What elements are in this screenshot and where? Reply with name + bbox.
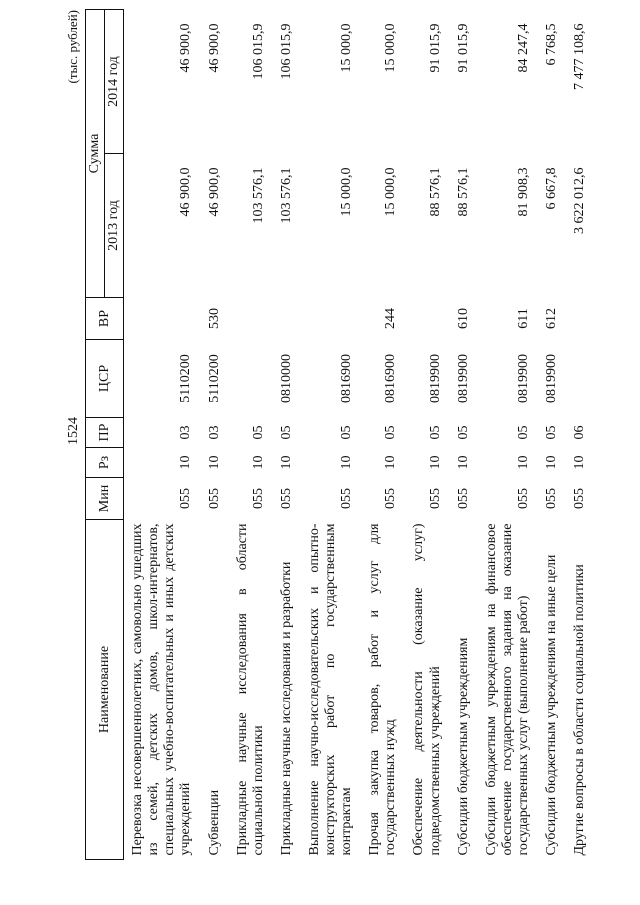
cell-2013: 46 900,0: [178, 167, 194, 217]
cell-name: Субсидии бюджетным учреждениям: [455, 637, 471, 856]
cell-rz: 10: [455, 455, 471, 470]
cell-vr: [405, 298, 449, 340]
cell-2014: 15 000,0: [339, 23, 355, 73]
cell-csr: 0819900: [455, 354, 471, 403]
cell-2013: 3 622 012,6: [572, 167, 588, 234]
cell-rz: 10: [250, 455, 266, 470]
cell-name: Обеспечение деятельности (оказание услуг) подведомственных учреждений: [411, 523, 443, 856]
table-row: [566, 10, 594, 860]
cell-min: 055: [250, 488, 266, 509]
cell-pr: 05: [278, 425, 294, 440]
cell-vr: [301, 298, 361, 340]
cell-min: 055: [455, 488, 471, 509]
cell-min: 055: [278, 488, 294, 509]
table-row: [478, 10, 538, 860]
cell-pr: 05: [515, 425, 531, 440]
cell-min: 055: [572, 488, 588, 509]
cell-2014: 6 768,5: [543, 23, 559, 66]
header-csr: ЦСР: [86, 340, 124, 418]
cell-name: Субвенции: [206, 789, 222, 856]
table-row: [538, 10, 566, 860]
cell-2013: 88 576,1: [427, 167, 443, 217]
cell-vr: 530: [206, 308, 222, 329]
units-label: (тыс. рублей): [65, 10, 80, 84]
cell-pr: 03: [178, 425, 194, 440]
cell-2014: 7 477 108,6: [572, 23, 588, 90]
table-row: [201, 10, 229, 860]
cell-csr: 5110200: [178, 354, 194, 403]
cell-2013: 81 908,3: [515, 167, 531, 217]
cell-rz: 10: [383, 455, 399, 470]
cell-vr: [566, 298, 594, 340]
cell-csr: 0816900: [339, 354, 355, 403]
table-row: [273, 10, 301, 860]
cell-csr: 0819900: [427, 354, 443, 403]
cell-name: Прикладные научные исследования и разработки: [278, 561, 294, 856]
cell-csr: [229, 340, 273, 418]
cell-csr: 5110200: [206, 354, 222, 403]
table-row: [124, 10, 201, 860]
cell-2013: 88 576,1: [455, 167, 471, 217]
cell-2013: 6 667,8: [543, 167, 559, 210]
cell-vr: [229, 298, 273, 340]
header-2014: 2014 год: [105, 10, 124, 154]
cell-vr: 244: [383, 308, 399, 329]
cell-min: 055: [543, 488, 559, 509]
cell-pr: 05: [543, 425, 559, 440]
header-2013: 2013 год: [105, 154, 124, 298]
header-pr: ПР: [86, 418, 124, 448]
cell-2014: 84 247,4: [515, 23, 531, 73]
table-row: [301, 10, 361, 860]
cell-name: Другие вопросы в области социальной политики: [572, 564, 588, 856]
cell-rz: 10: [427, 455, 443, 470]
cell-pr: 05: [427, 425, 443, 440]
header-sum: Сумма: [86, 10, 105, 298]
cell-vr: 610: [455, 308, 471, 329]
table-row: [405, 10, 449, 860]
cell-vr: [273, 298, 301, 340]
cell-2014: 46 900,0: [206, 23, 222, 73]
cell-csr: 0810000: [278, 354, 294, 403]
header-vr: ВР: [86, 298, 124, 340]
cell-vr: [124, 298, 201, 340]
header-rz: Рз: [86, 448, 124, 478]
cell-min: 055: [515, 488, 531, 509]
cell-rz: 10: [339, 455, 355, 470]
cell-2014: 106 015,9: [250, 23, 266, 80]
cell-name: Перевозка несовершеннолетних, самовольно ушедших из семей, детских домов, школ-интернатов, специальных учебно-воспитательных и иных детских учреждений: [130, 523, 194, 856]
page-number: 1524: [66, 417, 81, 445]
header-name: Наименование: [86, 520, 124, 860]
cell-pr: 05: [250, 425, 266, 440]
cell-pr: 05: [339, 425, 355, 440]
cell-rz: 10: [206, 455, 222, 470]
cell-min: 055: [206, 488, 222, 509]
cell-name: Выполнение научно-исследовательских и опытно-конструкторских работ по государственным контрактам: [306, 523, 355, 856]
cell-2013: 103 576,1: [250, 167, 266, 224]
cell-name: Субсидии бюджетным учреждениям на иные цели: [543, 554, 559, 856]
cell-pr: 03: [206, 425, 222, 440]
cell-2014: 46 900,0: [178, 23, 194, 73]
cell-csr: [566, 340, 594, 418]
cell-pr: 06: [572, 425, 588, 440]
rotated-page: [65, 10, 625, 860]
cell-csr: 0816900: [383, 354, 399, 403]
cell-2013: 15 000,0: [339, 167, 355, 217]
cell-2013: 46 900,0: [206, 167, 222, 217]
table-body: [124, 10, 594, 860]
cell-rz: 10: [278, 455, 294, 470]
cell-2013: 15 000,0: [383, 167, 399, 217]
cell-min: 055: [427, 488, 443, 509]
cell-pr: 05: [383, 425, 399, 440]
table-row: [450, 10, 478, 860]
budget-table: [85, 9, 594, 860]
cell-min: 055: [178, 488, 194, 509]
cell-rz: 10: [543, 455, 559, 470]
cell-vr: 611: [515, 308, 531, 329]
cell-2014: 106 015,9: [278, 23, 294, 80]
cell-csr: 0819900: [543, 354, 559, 403]
table-row: [361, 10, 405, 860]
cell-min: 055: [339, 488, 355, 509]
cell-rz: 10: [515, 455, 531, 470]
cell-name: Прочая закупка товаров, работ и услуг для государственных нужд: [367, 523, 399, 856]
cell-rz: 10: [178, 455, 194, 470]
cell-pr: 05: [455, 425, 471, 440]
cell-vr: 612: [543, 308, 559, 329]
cell-2014: 15 000,0: [383, 23, 399, 73]
cell-min: 055: [383, 488, 399, 509]
cell-2014: 91 015,9: [455, 23, 471, 73]
cell-csr: 0819900: [515, 354, 531, 403]
cell-name: Прикладные научные исследования в области социальной политики: [234, 523, 266, 856]
table-row: [229, 10, 273, 860]
cell-2013: 103 576,1: [278, 167, 294, 224]
header-min: Мин: [86, 478, 124, 520]
cell-2014: 91 015,9: [427, 23, 443, 73]
cell-name: Субсидии бюджетным учреждениям на финансовое обеспечение государственного задания на оказание государственных услуг (выполнение работ): [483, 523, 531, 856]
cell-rz: 10: [572, 455, 588, 470]
